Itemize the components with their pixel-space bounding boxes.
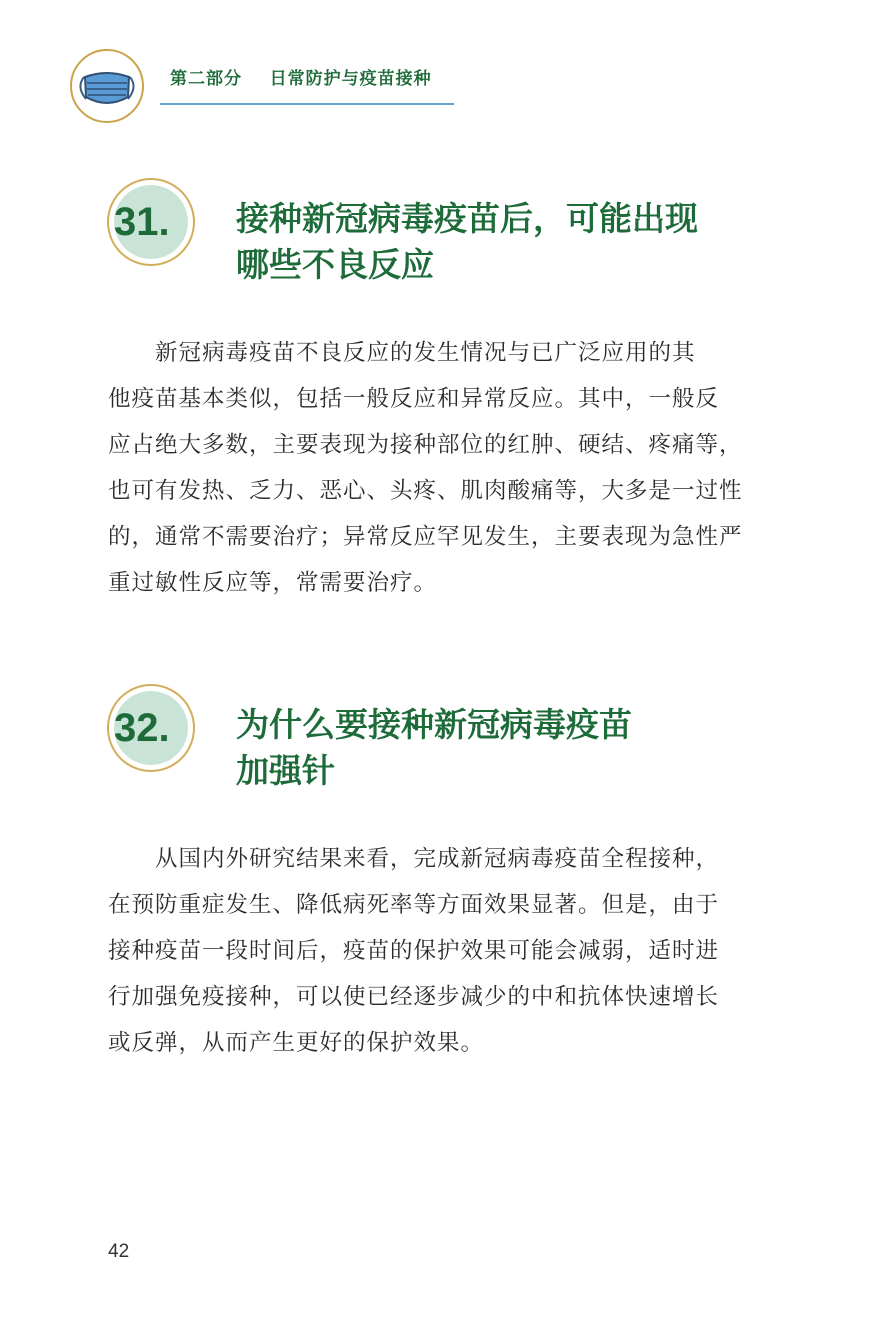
question-title-line: 加强针 — [236, 751, 335, 790]
answer-line: 在预防重症发生、降低病死率等方面效果显著。但是，由于 — [108, 892, 720, 918]
section-label: 第二部分 日常防护与疫苗接种 — [170, 69, 432, 89]
page-number: 42 — [108, 1241, 130, 1262]
page-header — [0, 0, 882, 140]
answer-line: 的，通常不需要治疗；异常反应罕见发生，主要表现为急性严 — [108, 524, 743, 550]
answer-line: 或反弹，从而产生更好的保护效果。 — [108, 1030, 485, 1056]
answer-line: 也可有发热、乏力、恶心、头疼、肌肉酸痛等，大多是一过性 — [108, 478, 743, 504]
question-title-line: 接种新冠病毒疫苗后，可能出现 — [236, 199, 698, 238]
answer-line: 新冠病毒疫苗不良反应的发生情况与已广泛应用的其 — [108, 340, 696, 366]
answer-line: 应占绝大多数，主要表现为接种部位的红肿、硬结、疼痛等， — [108, 432, 743, 458]
question-title — [236, 702, 756, 794]
question-title — [236, 196, 756, 288]
question-title-line: 哪些不良反应 — [236, 245, 434, 284]
answer-line: 重过敏性反应等，常需要治疗。 — [108, 570, 438, 596]
question-number: 31. — [114, 200, 170, 244]
question-answer — [108, 836, 748, 1066]
answer-line: 他疫苗基本类似，包括一般反应和异常反应。其中，一般反 — [108, 386, 720, 412]
face-mask-icon — [70, 49, 144, 123]
question-number: 32. — [114, 706, 170, 750]
question-answer — [108, 330, 748, 606]
answer-line: 从国内外研究结果来看，完成新冠病毒疫苗全程接种， — [108, 846, 720, 872]
answer-line: 接种疫苗一段时间后，疫苗的保护效果可能会减弱，适时进 — [108, 938, 720, 964]
answer-line: 行加强免疫接种，可以使已经逐步减少的中和抗体快速增长 — [108, 984, 720, 1010]
header-divider — [160, 103, 454, 105]
question-title-line: 为什么要接种新冠病毒疫苗 — [236, 705, 632, 744]
